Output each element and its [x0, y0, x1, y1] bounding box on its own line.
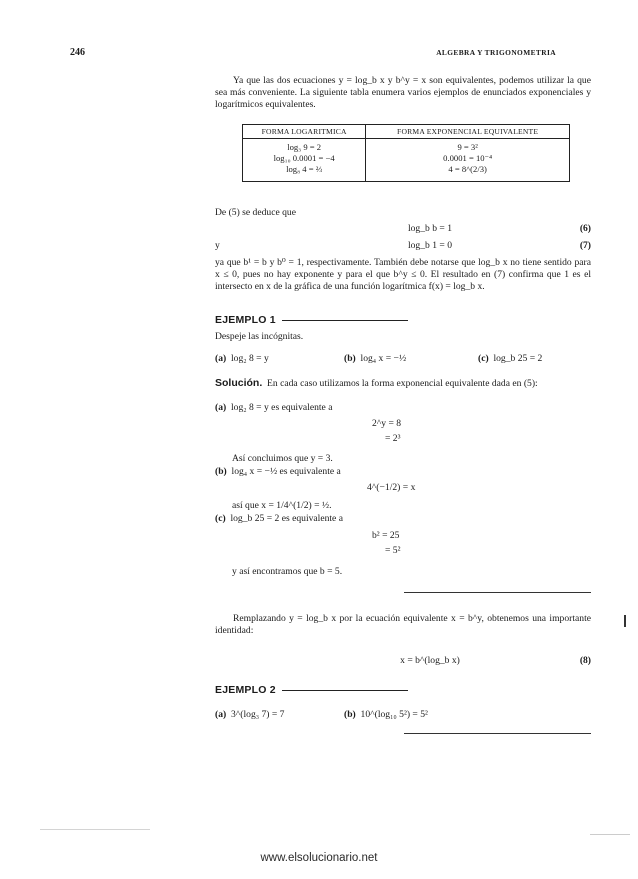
part-c-eq2: = 5²	[385, 545, 401, 556]
table-header-exp: FORMA EXPONENCIAL EQUIVALENTE	[366, 125, 570, 139]
part-b-label: (b)	[215, 466, 227, 477]
problem-c-expr: log_b 25 = 2	[493, 353, 543, 364]
intro-paragraph-text: Ya que las dos ecuaciones y = log_b x y b^y = x son equivalentes, podemos utilizar la que sea más conveniente. La siguiente tabla enumera varios ejemplos de enunciados exponenciales y logarítmicos equivalentes.	[215, 75, 591, 110]
example-2-title: EJEMPLO 2	[215, 684, 276, 696]
example-2-problem-b-expr: 10^(log₁₀ 5²) = 5²	[360, 709, 428, 720]
part-c-statement	[215, 513, 343, 525]
problem-a-label: (a)	[215, 353, 227, 364]
table-exp-cell	[366, 139, 570, 182]
example-2-problem-b-label: (b)	[344, 709, 356, 720]
example-1-problem-c	[478, 353, 542, 365]
replacement-paragraph	[215, 613, 591, 637]
scan-edge-mark-left	[40, 829, 150, 830]
exp-form-3: 4 = 8^(2/3)	[448, 164, 487, 175]
part-a-eq2: = 2³	[385, 433, 401, 444]
log-form-3: log₈ 4 = ⅔	[286, 164, 323, 175]
part-a-statement	[215, 402, 332, 414]
example-1-problem-b	[344, 353, 406, 365]
log-form-2: log₁₀ 0.0001 = −4	[273, 153, 335, 164]
log-form-1: log₃ 9 = 2	[287, 142, 322, 153]
exp-form-1: 9 = 3²	[457, 142, 478, 153]
equation-8-expr: x = b^(log_b x)	[400, 655, 460, 666]
equation-6-number: (6)	[579, 223, 591, 234]
part-a-text: log₂ 8 = y es equivalente a	[230, 402, 333, 413]
table-row	[243, 139, 570, 182]
example-1-problem-a	[215, 353, 269, 365]
equation-7-number: (7)	[579, 240, 591, 251]
deduction-intro: De (5) se deduce que	[215, 207, 296, 218]
example-2-end-rule	[404, 733, 591, 734]
part-c-text: log_b 25 = 2 es equivalente a	[230, 513, 343, 524]
part-b-statement	[215, 466, 341, 478]
part-a-eq1: 2^y = 8	[372, 418, 402, 429]
equation-7-lead: y	[215, 240, 220, 251]
problem-c-label: (c)	[478, 353, 489, 364]
table-header-row	[243, 125, 570, 139]
example-2-problem-b	[344, 709, 428, 721]
example-1-title: EJEMPLO 1	[215, 314, 276, 326]
equation-8-number: (8)	[579, 655, 591, 666]
part-c-conclusion: y así encontramos que b = 5.	[232, 566, 343, 577]
exp-form-2: 0.0001 = 10⁻⁴	[443, 153, 493, 164]
example-1-instruction: Despeje las incógnitas.	[215, 331, 304, 342]
table-header-log: FORMA LOGARITMICA	[243, 125, 366, 139]
problem-b-expr: log₄ x = −½	[360, 353, 407, 364]
scan-edge-mark-right	[590, 834, 630, 835]
example-2-problem-a-expr: 3^(log₃ 7) = 7	[230, 709, 285, 720]
explanation-paragraph: ya que b¹ = b y b⁰ = 1, respectivamente. También debe notarse que log_b x no tiene sentido para x ≤ 0, pues no hay exponente y para el que b^y ≤ 0. El resultado en (7) confirma que 1 es el intersecto en x de la gráfica de una función logarítmica f(x) = log_b x.	[215, 257, 591, 292]
problem-a-expr: log₂ 8 = y	[230, 353, 269, 364]
example-2-problem-a	[215, 709, 284, 721]
solution-heading	[215, 377, 591, 390]
problem-b-label: (b)	[344, 353, 356, 364]
equation-6-expr: log_b b = 1	[407, 223, 453, 234]
intro-paragraph	[215, 75, 591, 111]
solution-label: Solución.	[215, 377, 263, 389]
example-1-title-rule	[282, 320, 408, 321]
running-title: ALGEBRA Y TRIGONOMETRIA	[436, 48, 556, 57]
part-b-eq1: 4^(−1/2) = x	[367, 482, 416, 493]
example-2-title-rule	[282, 690, 408, 691]
part-a-conclusion: Así concluimos que y = 3.	[232, 453, 333, 464]
table-log-cell	[243, 139, 366, 182]
replacement-paragraph-text: Remplazando y = log_b x por la ecuación equivalente x = b^y, obtenemos una importante identidad:	[215, 613, 591, 636]
scan-edge-mark-side	[624, 615, 626, 627]
part-a-label: (a)	[215, 402, 227, 413]
footer-url[interactable]: www.elsolucionario.net	[260, 852, 378, 864]
equation-7-expr: log_b 1 = 0	[407, 240, 453, 251]
example-2-problem-a-label: (a)	[215, 709, 227, 720]
part-b-conclusion: así que x = 1/4^(1/2) = ½.	[232, 500, 332, 511]
log-exp-table	[242, 124, 570, 182]
part-b-text: log₄ x = −½ es equivalente a	[231, 466, 341, 477]
part-c-label: (c)	[215, 513, 226, 524]
part-c-eq1: b² = 25	[372, 530, 400, 541]
solution-text: En cada caso utilizamos la forma exponencial equivalente dada en (5):	[267, 378, 538, 389]
page-number: 246	[70, 47, 85, 58]
example-1-end-rule	[404, 592, 591, 593]
